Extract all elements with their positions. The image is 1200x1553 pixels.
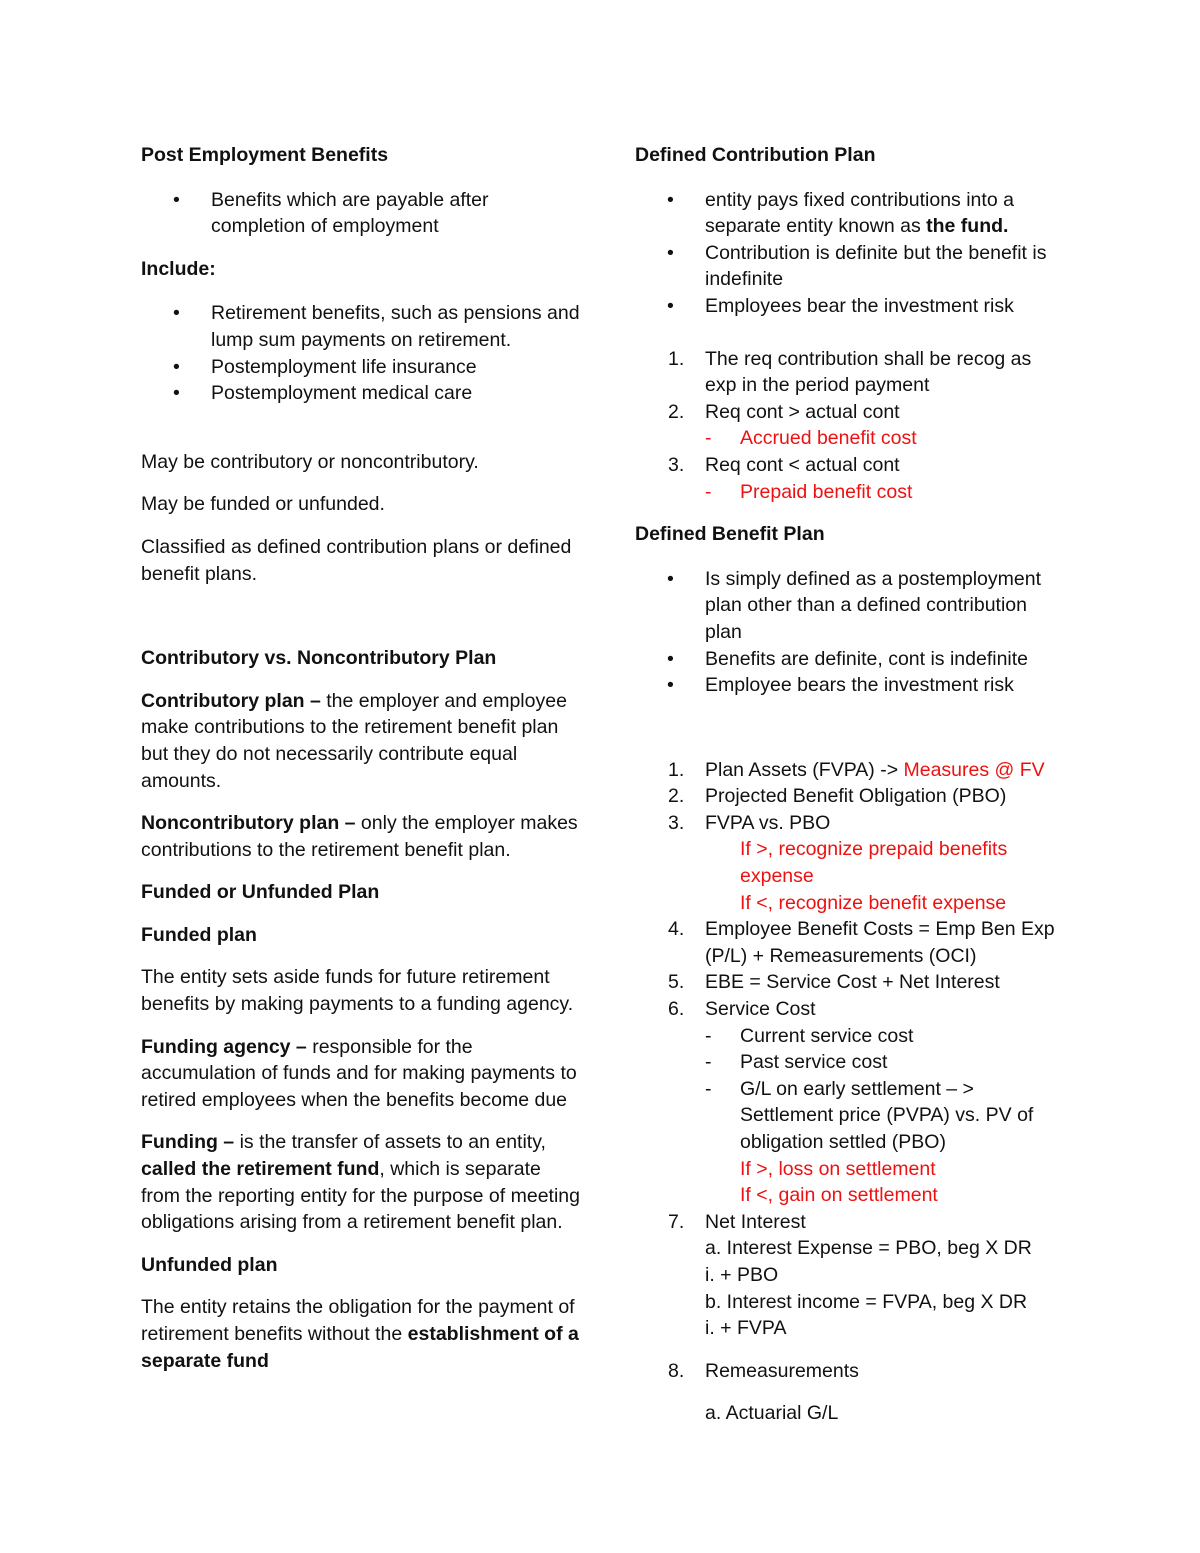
item-text: EBE = Service Cost + Net Interest <box>705 971 1000 994</box>
item-text: Past service cost <box>740 1051 888 1074</box>
funding-term: Funding – <box>141 1131 235 1154</box>
dc-numbered-item <box>635 452 1065 479</box>
item-number: 1. <box>668 347 685 370</box>
contributory-plan-def <box>141 688 581 794</box>
db-sub-line: i. + PBO <box>705 1263 779 1286</box>
include-label: Include: <box>141 257 216 280</box>
include-item: • Retirement benefits, such as pensions and lump sum payments on retirement. <box>141 300 581 353</box>
db-bullet: • Is simply defined as a postemployment plan other than a defined contribution plan <box>635 566 1065 646</box>
funding-text: is the transfer of assets to an entity, <box>234 1131 546 1154</box>
item-text: Req cont < actual cont <box>705 453 900 476</box>
dc-numbered-item <box>635 346 1065 399</box>
item-text: Req cont > actual cont <box>705 400 900 423</box>
unfunded-heading: Unfunded plan <box>141 1253 278 1276</box>
funded-note: May be funded or unfunded. <box>141 493 385 516</box>
unfunded-bold: establishment of a separate fund <box>141 1323 579 1372</box>
item-text: Plan Assets (FVPA) -> <box>705 758 904 781</box>
item-number: 2. <box>668 400 685 423</box>
db-numbered-item <box>635 916 1065 969</box>
item-number: 7. <box>668 1210 685 1233</box>
db-sub-item <box>635 1023 1065 1050</box>
dc-bullet <box>635 187 1065 240</box>
classified-note: Classified as defined contribution plans or defined benefit plans. <box>141 535 572 585</box>
item-text-red: Measures @ FV <box>903 758 1045 781</box>
item-text: G/L on early settlement – > Settlement price (PVPA) vs. PV of obligation settled (PBO) <box>740 1077 1034 1153</box>
db-numbered-item <box>635 757 1065 784</box>
db-sub-line: a. Interest Expense = PBO, beg X DR <box>705 1237 1032 1260</box>
dash-marker: - <box>705 1024 712 1047</box>
funding-text-end: , which is separate from the reporting entity for the purpose of meeting obligations arising from a retirement benefit plan. <box>141 1158 580 1234</box>
item-text: Projected Benefit Obligation (PBO) <box>705 785 1007 808</box>
db-numbered-item <box>635 1358 1065 1385</box>
funding-def <box>141 1129 581 1235</box>
item-text: Remeasurements <box>705 1359 859 1382</box>
intro-bullet: • Benefits which are payable after completion of employment <box>141 187 581 240</box>
defined-contribution-title: Defined Contribution Plan <box>635 144 876 166</box>
db-sub-line: a. Actuarial G/L <box>705 1402 839 1425</box>
db-bullet: • Benefits are definite, cont is indefinite <box>635 646 1065 673</box>
item-number: 6. <box>668 998 685 1021</box>
dc-sub-item <box>635 479 1065 506</box>
unfunded-text-start: The entity retains the obligation for the payment of retirement benefits without the <box>141 1296 575 1345</box>
item-number: 3. <box>668 453 685 476</box>
dc-numbered-item <box>635 399 1065 426</box>
contributory-note: May be contributory or noncontributory. <box>141 450 479 473</box>
noncontributory-plan-def <box>141 810 581 863</box>
db-sub-line: b. Interest income = FVPA, beg X DR <box>705 1290 1028 1313</box>
item-number: 8. <box>668 1359 685 1382</box>
item-number: 2. <box>668 785 685 808</box>
db-sub-item <box>635 1076 1065 1156</box>
contributory-text: the employer and employee make contributions to the retirement benefit plan but they do not necessarily contribute equal amounts. <box>141 689 567 792</box>
item-text: Prepaid benefit cost <box>740 480 913 503</box>
db-numbered-item <box>635 810 1065 837</box>
funding-agency-def <box>141 1034 581 1114</box>
dc-bullet: • Employees bear the investment risk <box>635 293 1065 320</box>
dc-bullet-bold: the fund. <box>926 215 1009 238</box>
db-numbered-item <box>635 1209 1065 1236</box>
dc-sub-item <box>635 425 1065 452</box>
dash-marker: - <box>705 1051 712 1074</box>
db-red-note: If <, recognize benefit expense <box>740 891 1007 914</box>
dc-bullet-text: entity pays fixed contributions into a separate entity known as <box>705 188 1014 238</box>
item-text: Employee Benefit Costs = Emp Ben Exp (P/L) + Remeasurements (OCI) <box>705 918 1055 967</box>
funded-plan-text: The entity sets aside funds for future retirement benefits by making payments to a funding agency. <box>141 966 574 1016</box>
dash-marker: - <box>705 480 712 503</box>
db-red-note: If >, loss on settlement <box>740 1157 936 1180</box>
noncontributory-term: Noncontributory plan – <box>141 812 356 835</box>
db-numbered-item <box>635 969 1065 996</box>
dc-bullet: • Contribution is definite but the benefit is indefinite <box>635 240 1065 293</box>
item-number: 4. <box>668 918 685 941</box>
item-number: 1. <box>668 758 685 781</box>
item-text: FVPA vs. PBO <box>705 811 831 834</box>
item-number: 3. <box>668 811 685 834</box>
post-employment-title: Post Employment Benefits <box>141 144 389 166</box>
funded-heading: Funded or Unfunded Plan <box>141 881 380 904</box>
contributory-heading: Contributory vs. Noncontributory Plan <box>141 647 497 670</box>
db-red-note: If >, recognize prepaid benefits expense <box>740 838 1008 888</box>
dash-marker: - <box>705 1077 712 1100</box>
left-column <box>141 142 581 1374</box>
db-red-note: If <, gain on settlement <box>740 1184 938 1207</box>
db-sub-line: i. + FVPA <box>705 1317 787 1340</box>
item-text: Current service cost <box>740 1024 914 1047</box>
db-numbered-item <box>635 783 1065 810</box>
db-numbered-item <box>635 996 1065 1023</box>
item-number: 5. <box>668 971 685 994</box>
noncontributory-text: only the employer makes contributions to the retirement benefit plan. <box>141 812 578 861</box>
right-column <box>635 142 1065 1427</box>
dash-marker: - <box>705 427 712 450</box>
include-item: • Postemployment medical care <box>141 380 581 407</box>
db-sub-item <box>635 1049 1065 1076</box>
funding-agency-term: Funding agency – <box>141 1035 307 1058</box>
defined-benefit-title: Defined Benefit Plan <box>635 523 825 546</box>
db-bullet: • Employee bears the investment risk <box>635 672 1065 699</box>
unfunded-text <box>141 1294 581 1374</box>
funded-plan-heading: Funded plan <box>141 923 257 946</box>
contributory-term: Contributory plan – <box>141 689 321 712</box>
funding-bold: called the retirement fund <box>141 1158 380 1181</box>
include-item: • Postemployment life insurance <box>141 354 581 381</box>
funding-agency-text: responsible for the accumulation of funds and for making payments to retired employees when the benefits become due <box>141 1035 577 1111</box>
item-text: The req contribution shall be recog as exp in the period payment <box>705 347 1032 397</box>
item-text: Net Interest <box>705 1210 806 1233</box>
item-text: Accrued benefit cost <box>740 427 917 450</box>
item-text: Service Cost <box>705 998 816 1021</box>
